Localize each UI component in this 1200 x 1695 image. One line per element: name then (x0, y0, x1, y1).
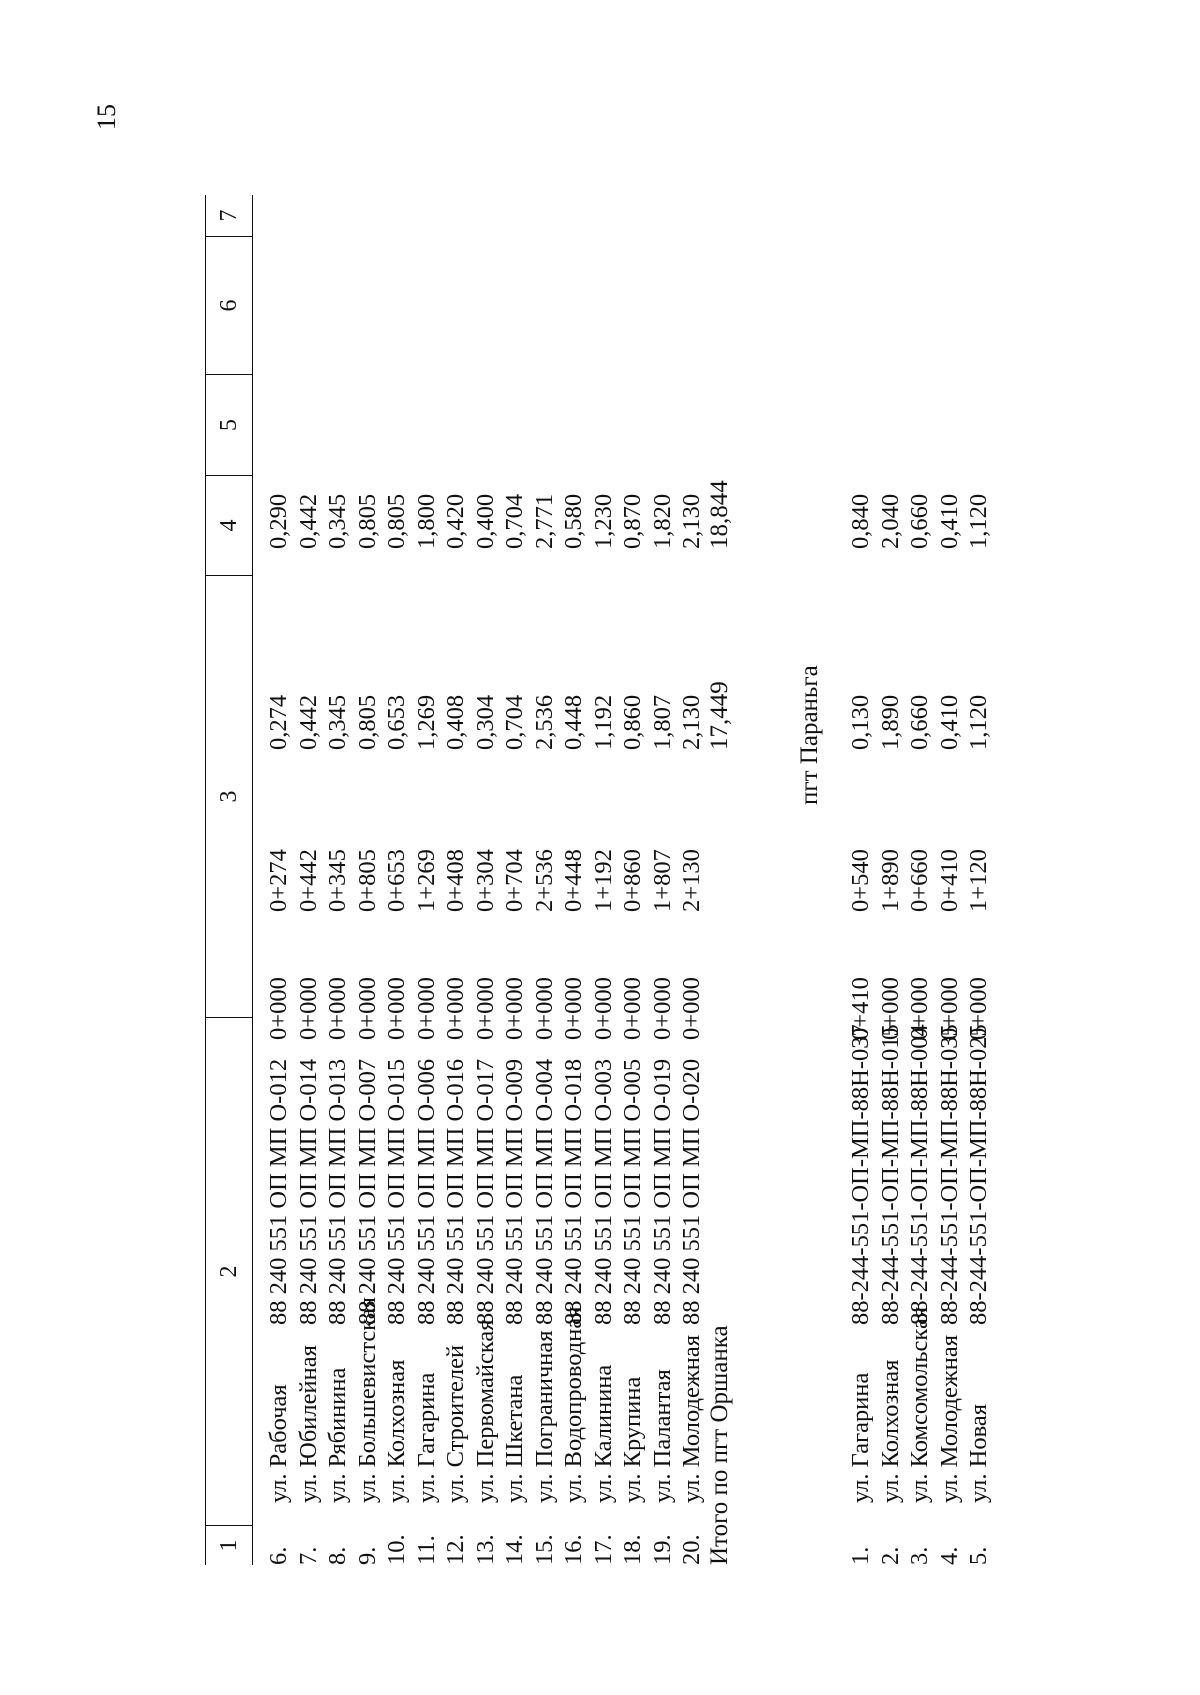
actual-length: 1,192 (589, 694, 617, 750)
road-id-code: 88 240 551 ОП МП О-019 (648, 1058, 676, 1325)
actual-length: 0,345 (324, 694, 351, 750)
row-number: 17. (589, 1534, 617, 1565)
row-number: 19. (648, 1534, 676, 1565)
road-length: 0,805 (383, 493, 410, 549)
column-header-5: 5 (206, 374, 252, 475)
actual-length: 1,890 (876, 694, 904, 750)
road-id-code: 88-244-551-ОП-МП-88Н-035 (935, 1024, 963, 1325)
end-km: 0+860 (619, 849, 646, 912)
actual-length: 0,860 (619, 694, 646, 750)
street-name: ул. Водопроводная (560, 1306, 587, 1503)
road-length: 0,660 (906, 493, 933, 549)
table-row (619, 195, 647, 1565)
row-number: 4. (935, 1546, 963, 1565)
road-length: 0,345 (324, 493, 351, 549)
road-length: 0,442 (294, 493, 322, 549)
table-row (678, 195, 706, 1565)
end-km: 0+805 (353, 849, 381, 912)
actual-length: 0,448 (560, 694, 587, 750)
street-name: ул. Молодежная (678, 1334, 705, 1503)
street-name: ул. Рабочая (265, 1384, 292, 1503)
road-id-code: 88-244-551-ОП-МП-88Н-037 (847, 1024, 874, 1325)
row-number: 20. (678, 1534, 705, 1565)
actual-length: 0,704 (501, 694, 528, 750)
start-km: 0+410 (847, 977, 874, 1040)
row-number: 5. (965, 1546, 992, 1565)
row-number: 11. (412, 1535, 440, 1565)
row-number: 6. (265, 1546, 292, 1565)
start-km: 0+000 (412, 977, 440, 1040)
street-name: ул. Шкетана (501, 1374, 528, 1503)
end-km: 0+408 (442, 849, 469, 912)
street-name: ул. Гагарина (412, 1372, 440, 1503)
street-name: ул. Гагарина (847, 1372, 874, 1503)
road-id-code: 88 240 551 ОП МП О-004 (530, 1058, 558, 1325)
road-length: 1,120 (965, 493, 992, 549)
table-row (936, 195, 964, 1565)
total-label: Итого по пгт Оршанка (706, 1325, 733, 1565)
row-number: 16. (560, 1534, 587, 1565)
actual-length: 0,130 (847, 694, 874, 750)
end-km: 0+660 (906, 849, 933, 912)
row-number: 14. (501, 1534, 528, 1565)
table-row (877, 195, 905, 1565)
road-length: 0,704 (501, 493, 528, 549)
table-row (265, 195, 293, 1565)
road-length: 0,580 (560, 493, 587, 549)
road-length: 0,410 (935, 493, 963, 549)
street-name: ул. Молодежная (935, 1334, 963, 1503)
start-km: 0+000 (530, 977, 558, 1040)
table-row (472, 195, 500, 1565)
street-name: ул. Комсомольская (906, 1306, 933, 1503)
end-km: 1+192 (589, 849, 617, 912)
street-name: ул. Колхозная (876, 1359, 904, 1503)
road-id-code: 88 240 551 ОП МП О-018 (560, 1058, 587, 1325)
start-km: 0+000 (383, 977, 410, 1040)
end-km: 1+269 (412, 849, 440, 912)
start-km: 0+000 (965, 977, 992, 1040)
road-length: 1,820 (648, 493, 676, 549)
roads-table (205, 195, 1025, 1565)
row-number: 1. (847, 1546, 874, 1565)
road-length: 2,130 (678, 493, 705, 549)
orshanka-total-row (705, 195, 735, 1565)
road-id-code: 88 240 551 ОП МП О-005 (619, 1058, 646, 1325)
street-name: ул. Юбилейная (294, 1345, 322, 1503)
start-km: 0+000 (876, 977, 904, 1040)
end-km: 0+540 (847, 849, 874, 912)
road-length: 0,805 (353, 493, 381, 549)
street-name: ул. Крупина (619, 1376, 646, 1503)
start-km: 0+000 (648, 977, 676, 1040)
actual-length: 0,274 (265, 694, 292, 750)
road-length: 1,800 (412, 493, 440, 549)
street-name: ул. Новая (965, 1404, 992, 1503)
row-number: 10. (383, 1534, 410, 1565)
table-row (383, 195, 411, 1565)
column-header-6: 6 (206, 236, 252, 374)
end-km: 2+130 (678, 849, 705, 912)
road-id-code: 88-244-551-ОП-МП-88Н-004 (906, 1024, 933, 1325)
road-length: 0,400 (471, 493, 499, 549)
total-length: 18,844 (706, 480, 733, 549)
road-id-code: 88 240 551 ОП МП О-006 (412, 1058, 440, 1325)
road-id-code: 88 240 551 ОП МП О-013 (324, 1058, 351, 1325)
actual-length: 1,269 (412, 694, 440, 750)
table-row (649, 195, 677, 1565)
actual-length: 0,805 (353, 694, 381, 750)
row-number: 8. (324, 1546, 351, 1565)
end-km: 0+442 (294, 849, 322, 912)
street-name: ул. Колхозная (383, 1359, 410, 1503)
actual-length: 2,130 (678, 694, 705, 750)
actual-length: 1,120 (965, 694, 992, 750)
row-number: 15. (530, 1534, 558, 1565)
row-number: 18. (619, 1534, 646, 1565)
actual-length: 0,653 (383, 694, 410, 750)
end-km: 1+807 (648, 849, 676, 912)
road-length: 2,771 (530, 493, 558, 549)
table-row (442, 195, 470, 1565)
table-row (501, 195, 529, 1565)
start-km: 0+000 (471, 977, 499, 1040)
street-name: ул. Большевистская (353, 1297, 381, 1503)
start-km: 0+000 (619, 977, 646, 1040)
road-length: 0,420 (442, 493, 469, 549)
end-km: 2+536 (530, 849, 558, 912)
end-km: 0+345 (324, 849, 351, 912)
start-km: 0+000 (589, 977, 617, 1040)
road-id-code: 88 240 551 ОП МП О-012 (265, 1058, 292, 1325)
start-km: 0+000 (906, 977, 933, 1040)
end-km: 0+448 (560, 849, 587, 912)
start-km: 0+000 (678, 977, 705, 1040)
end-km: 0+410 (935, 849, 963, 912)
end-km: 0+653 (383, 849, 410, 912)
actual-length: 0,442 (294, 694, 322, 750)
page-number: 15 (92, 104, 121, 130)
column-header-3: 3 (206, 575, 252, 1017)
road-length: 2,040 (876, 493, 904, 549)
column-header-row (205, 195, 253, 1565)
row-number: 13. (471, 1534, 499, 1565)
street-name: ул. Пограничная (530, 1330, 558, 1503)
table-row (354, 195, 382, 1565)
table-row (847, 195, 875, 1565)
start-km: 0+000 (501, 977, 528, 1040)
table-row (590, 195, 618, 1565)
row-number: 7. (294, 1546, 322, 1565)
street-name: ул. Палантая (648, 1369, 676, 1503)
section-title-paranga: пгт Параньга (796, 665, 823, 805)
row-number: 9. (353, 1546, 381, 1565)
end-km: 0+704 (501, 849, 528, 912)
table-row (965, 195, 993, 1565)
table-row (906, 195, 934, 1565)
road-length: 0,840 (847, 493, 874, 549)
street-name: ул. Калинина (589, 1364, 617, 1503)
road-id-code: 88 240 551 ОП МП О-009 (501, 1058, 528, 1325)
street-name: ул. Рябинина (324, 1367, 351, 1503)
road-id-code: 88 240 551 ОП МП О-014 (294, 1058, 322, 1325)
road-id-code: 88 240 551 ОП МП О-015 (383, 1058, 410, 1325)
start-km: 0+000 (935, 977, 963, 1040)
table-row (560, 195, 588, 1565)
actual-length: 0,408 (442, 694, 469, 750)
start-km: 0+000 (265, 977, 292, 1040)
actual-length: 0,410 (935, 694, 963, 750)
road-id-code: 88 240 551 ОП МП О-007 (353, 1058, 381, 1325)
row-number: 12. (442, 1534, 469, 1565)
total-actual: 17,449 (706, 681, 733, 750)
road-id-code: 88 240 551 ОП МП О-003 (589, 1058, 617, 1325)
row-number: 3. (906, 1546, 933, 1565)
row-number: 2. (876, 1546, 904, 1565)
actual-length: 0,304 (471, 694, 499, 750)
street-name: ул. Строителей (442, 1344, 469, 1503)
street-name: ул. Первомайская (471, 1319, 499, 1503)
actual-length: 1,807 (648, 694, 676, 750)
start-km: 0+000 (442, 977, 469, 1040)
column-header-7: 7 (216, 209, 242, 222)
road-id-code: 88 240 551 ОП МП О-017 (471, 1058, 499, 1325)
table-row (413, 195, 441, 1565)
end-km: 0+304 (471, 849, 499, 912)
table-row (324, 195, 352, 1565)
start-km: 0+000 (294, 977, 322, 1040)
end-km: 1+120 (965, 849, 992, 912)
road-id-code: 88 240 551 ОП МП О-020 (678, 1058, 705, 1325)
column-header-4: 4 (206, 475, 252, 575)
road-length: 0,290 (265, 493, 292, 549)
end-km: 0+274 (265, 849, 292, 912)
end-km: 1+890 (876, 849, 904, 912)
column-header-2: 2 (206, 1017, 252, 1525)
road-id-code: 88-244-551-ОП-МП-88Н-015 (876, 1024, 904, 1325)
actual-length: 2,536 (530, 694, 558, 750)
start-km: 0+000 (560, 977, 587, 1040)
table-row (531, 195, 559, 1565)
road-id-code: 88-244-551-ОП-МП-88Н-025 (965, 1024, 992, 1325)
start-km: 0+000 (353, 977, 381, 1040)
column-header-1: 1 (206, 1525, 252, 1565)
road-length: 0,870 (619, 493, 646, 549)
table-row (295, 195, 323, 1565)
start-km: 0+000 (324, 977, 351, 1040)
road-length: 1,230 (589, 493, 617, 549)
road-id-code: 88 240 551 ОП МП О-016 (442, 1058, 469, 1325)
actual-length: 0,660 (906, 694, 933, 750)
